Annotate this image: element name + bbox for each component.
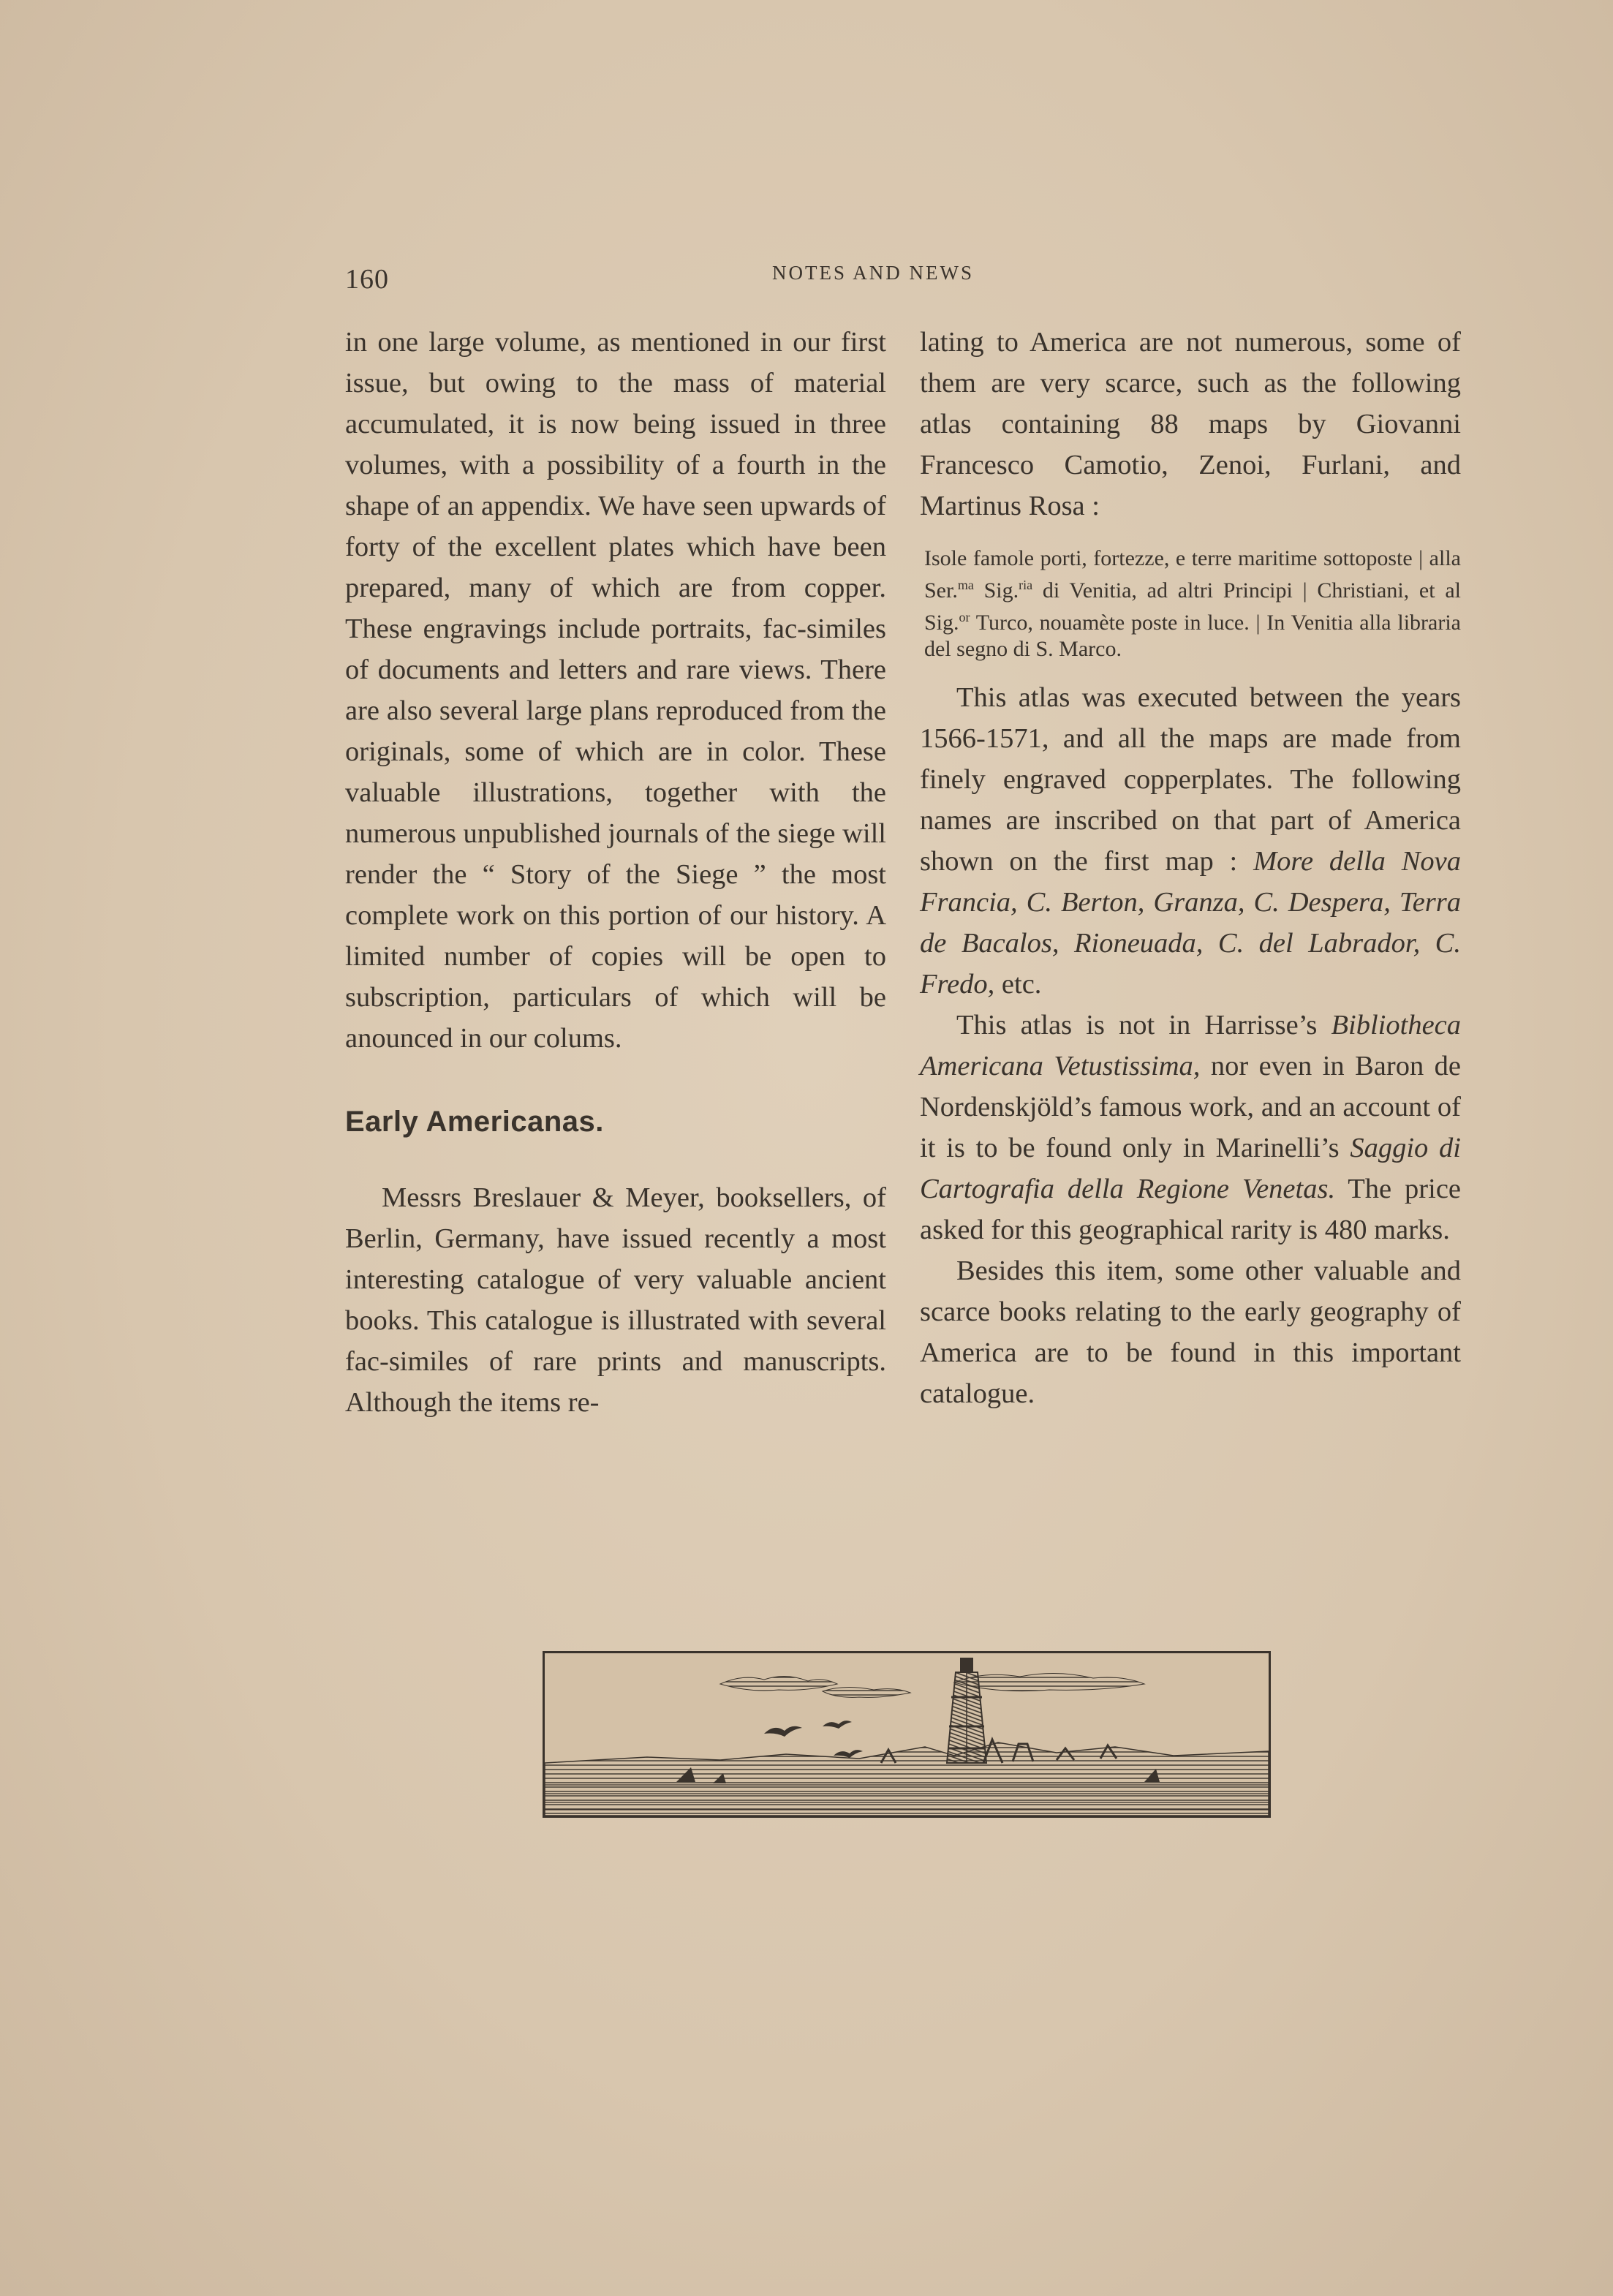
quote-part-a: Isole famole porti, fortezze, e terre maritime sottoposte | alla Ser. [924, 546, 1461, 603]
bird-icon-3 [834, 1750, 863, 1758]
left-paragraph-2: Messrs Breslauer & Meyer, booksellers, of Berlin, Germany, have issued recently a most interesting catalogue of very valuable ancient books. This catalogue is illustrated with several fac-similes of rare prints and manuscripts. Although the items re- [345, 1182, 886, 1418]
map-names-italic: More della Nova Francia, C. Berton, Granza, C. Despera, Terra de Bacalos, Rioneuada, C. del Labrador, C. Fredo, [920, 846, 1461, 1000]
bibliotheca-title-italic: Bibliotheca Americana Vetustissima, [920, 1010, 1461, 1081]
right-paragraph-1: lating to America are not numerous, some of them are very scarce, such as the following atlas containing 88 maps by Giovanni Francesco Camotio, Zenoi, Furlani, and Martinus Rosa : [920, 327, 1461, 521]
right-paragraph-3-text-b: nor even in Baron de Nordenskjöld’s famous work, and an account of it is to be found only in Marinelli’s [920, 1051, 1461, 1163]
quote-part-b: Sig. [973, 578, 1019, 603]
left-column [345, 322, 886, 1423]
cloud-left [720, 1676, 837, 1691]
atlas-title-quote [920, 545, 1461, 662]
left-paragraph-1: in one large volume, as mentioned in our first issue, but owing to the mass of material accumulated, it is now being issued in three volumes, with a possibility of a fourth in the shape of an appendix. We have seen upwards of forty of the excellent plates which have been prepared, many of which are from copper. These engravings include portraits, fac-similes of documents and letters and rare views. There are also several large plans reproduced from the originals, some of which are in color. These valuable illustrations, together with the numerous unpublished journals of the siege will render the “ Story of the Siege ” the most complete work on this portion of our history. A limited number of copies will be open to subscription, particulars of which will be anounced in our colums. [345, 327, 886, 1054]
right-paragraph-2 [920, 677, 1461, 1005]
right-paragraph-4: Besides this item, some other valuable and scarce books relating to the early geography of America are to be found in this important catalogue. [920, 1255, 1461, 1409]
quote-part-c: di Venitia, ad altri Principi | Christiani, et al Sig. [924, 578, 1461, 635]
right-paragraph-2-end: etc. [994, 969, 1042, 1000]
quote-part-d: Turco, nouamète poste in luce. | In Venitia alla libraria del segno di S. Marco. [924, 611, 1461, 661]
right-paragraph-2-text: This atlas was executed between the years 1566-1571, and all the maps are made from finely engraved copperplates. The following names are inscribed on that part of America shown on the first map : [920, 682, 1461, 877]
cloud-right [954, 1673, 1144, 1691]
quote-superscript-ma: ma [957, 578, 974, 592]
right-paragraph-3-text-a: This atlas is not in Harrisse’s [956, 1010, 1331, 1041]
running-head: NOTES AND NEWS [772, 262, 974, 284]
cloud-mid [823, 1687, 910, 1697]
right-paragraph-3-text-c: The price asked for this geographical rarity is 480 marks. [920, 1174, 1462, 1245]
page-number: 160 [345, 264, 389, 295]
bird-icon-2 [823, 1721, 852, 1729]
coastline [545, 1742, 1269, 1816]
right-paragraph-3 [920, 1005, 1461, 1250]
quote-superscript-ria: ria [1019, 578, 1033, 592]
section-heading-early-americanas: Early Americanas. [345, 1106, 604, 1138]
right-column [920, 322, 1461, 1414]
quote-superscript-or: or [959, 610, 970, 624]
saggio-title-italic: Saggio di Cartografia della Regione Venetas. [920, 1133, 1461, 1204]
bird-icon-1 [764, 1726, 802, 1737]
lighthouse-coast-illustration [545, 1653, 1269, 1816]
lighthouse-engraving [543, 1651, 1271, 1818]
lighthouse-icon [947, 1658, 986, 1763]
